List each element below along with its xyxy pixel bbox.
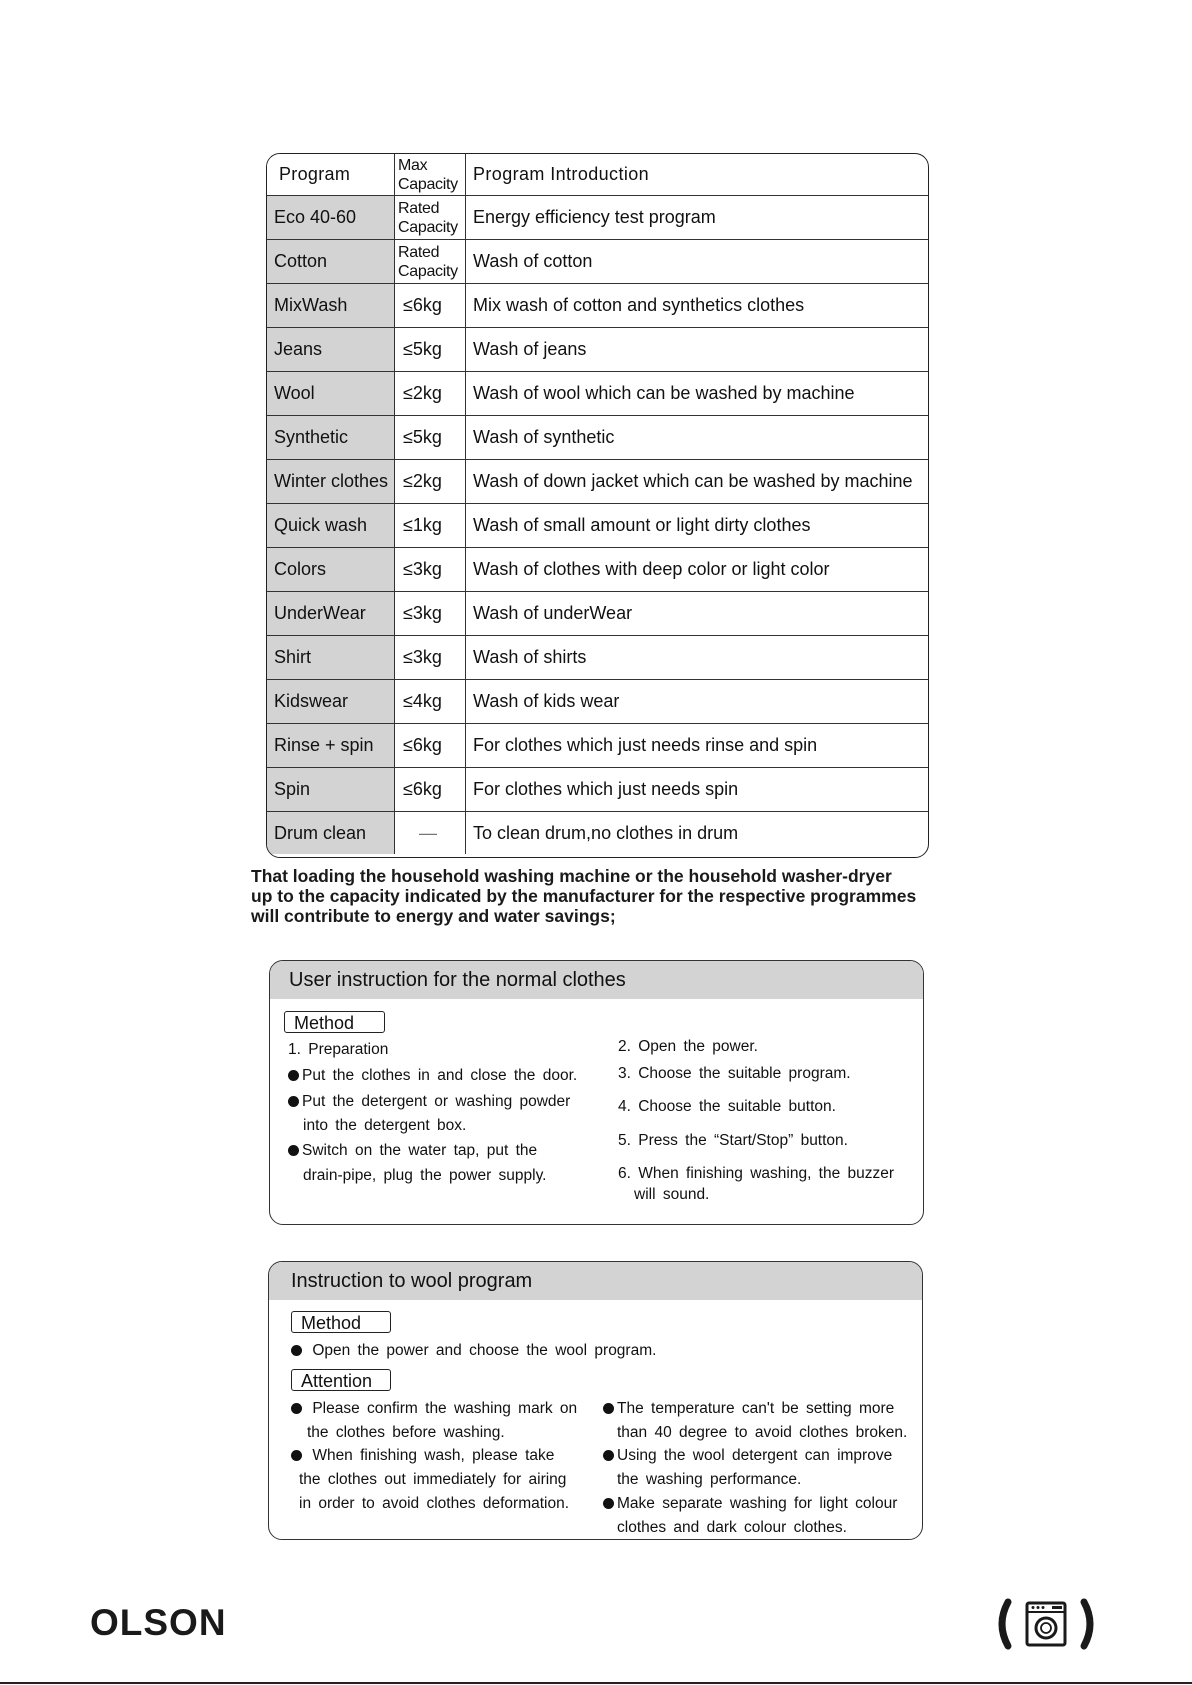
bullet-item	[603, 1400, 894, 1418]
program-name: Synthetic	[267, 416, 395, 459]
program-capacity: ≤5kg	[395, 416, 466, 459]
program-intro: Wash of underWear	[473, 603, 633, 623]
program-capacity: ≤5kg	[395, 328, 466, 371]
normal-clothes-box	[269, 960, 924, 1225]
bullet-text: Make separate washing for light colour	[617, 1495, 898, 1512]
program-capacity: ≤6kg	[395, 724, 466, 767]
table-row	[267, 636, 928, 680]
program-capacity: ≤3kg	[395, 548, 466, 591]
bullet-icon	[291, 1345, 302, 1356]
table-row	[267, 504, 928, 548]
bullet-icon	[603, 1403, 614, 1414]
program-table	[266, 153, 929, 858]
header-capacity: Max Capacity	[395, 154, 466, 195]
wool-program-box	[268, 1261, 923, 1540]
program-intro: Wash of shirts	[473, 647, 587, 667]
header-program: Program	[267, 154, 395, 195]
box-title: User instruction for the normal clothes	[270, 961, 923, 999]
bullet-text: Put the clothes in and close the door.	[302, 1067, 578, 1084]
program-capacity: ≤6kg	[395, 284, 466, 327]
table-row	[267, 196, 928, 240]
program-name: Quick wash	[267, 504, 395, 547]
program-intro: Wash of small amount or light dirty clothes	[473, 515, 811, 535]
program-capacity: Rated Capacity	[395, 196, 466, 239]
bullet-item	[288, 1142, 537, 1160]
bullet-icon	[288, 1145, 299, 1156]
program-capacity: ≤4kg	[395, 680, 466, 723]
bullet-item	[288, 1093, 570, 1111]
program-intro: Mix wash of cotton and synthetics clothes	[473, 295, 805, 315]
method-text	[291, 1342, 656, 1360]
program-name: UnderWear	[267, 592, 395, 635]
bullet-continuation: in order to avoid clothes deformation.	[299, 1495, 570, 1512]
table-row	[267, 724, 928, 768]
program-intro: Wash of synthetic	[473, 427, 615, 447]
step-finish-continuation: will sound.	[634, 1186, 710, 1203]
bullet-text: Put the detergent or washing powder	[302, 1093, 571, 1110]
table-row	[267, 328, 928, 372]
program-capacity: ≤2kg	[395, 460, 466, 503]
program-name: Rinse + spin	[267, 724, 395, 767]
program-intro: Wash of jeans	[473, 339, 587, 359]
bullet-icon	[291, 1403, 302, 1414]
bullet-continuation: into the detergent box.	[303, 1117, 467, 1134]
program-capacity: ≤3kg	[395, 636, 466, 679]
step-press-start: 5. Press the “Start/Stop” button.	[618, 1132, 848, 1149]
bullet-text: Using the wool detergent can improve	[617, 1447, 893, 1464]
program-name: Spin	[267, 768, 395, 811]
table-row	[267, 284, 928, 328]
table-row	[267, 460, 928, 504]
program-name: Eco 40-60	[267, 196, 395, 239]
program-name: Winter clothes	[267, 460, 395, 503]
bullet-continuation: the clothes before washing.	[307, 1424, 505, 1441]
program-intro: Wash of clothes with deep color or light color	[473, 559, 830, 579]
bullet-text: The temperature can't be setting more	[617, 1400, 895, 1417]
program-intro: For clothes which just needs spin	[473, 779, 739, 799]
step-choose-program: 3. Choose the suitable program.	[618, 1065, 851, 1082]
program-name: Jeans	[267, 328, 395, 371]
program-capacity: —	[395, 812, 466, 854]
brand-logo: OLSON	[90, 1602, 227, 1643]
step-choose-button: 4. Choose the suitable button.	[618, 1098, 836, 1115]
capacity-note	[251, 866, 951, 926]
program-name: Shirt	[267, 636, 395, 679]
note-line: will contribute to energy and water savings;	[251, 906, 616, 926]
program-capacity: ≤2kg	[395, 372, 466, 415]
header-intro: Program Introduction	[473, 164, 650, 184]
table-header-row	[267, 154, 928, 196]
bullet-icon	[288, 1070, 299, 1081]
bullet-text: Switch on the water tap, put the	[302, 1142, 538, 1159]
washing-machine-icon	[990, 1596, 1102, 1652]
program-name: Cotton	[267, 240, 395, 283]
program-name: MixWash	[267, 284, 395, 327]
bullet-continuation: than 40 degree to avoid clothes broken.	[617, 1424, 908, 1441]
table-row	[267, 548, 928, 592]
program-capacity: ≤6kg	[395, 768, 466, 811]
table-row	[267, 416, 928, 460]
program-intro: For clothes which just needs rinse and spin	[473, 735, 818, 755]
bullet-item	[291, 1400, 577, 1418]
table-row	[267, 372, 928, 416]
program-intro: Wash of kids wear	[473, 691, 620, 711]
bullet-item	[288, 1067, 577, 1085]
table-row	[267, 680, 928, 724]
table-row	[267, 768, 928, 812]
bullet-icon	[603, 1498, 614, 1509]
attention-label: Attention	[291, 1369, 391, 1391]
bullet-item	[603, 1495, 897, 1513]
program-name: Drum clean	[267, 812, 395, 854]
program-capacity: Rated Capacity	[395, 240, 466, 283]
program-capacity: ≤1kg	[395, 504, 466, 547]
program-name: Kidswear	[267, 680, 395, 723]
bullet-text: Please confirm the washing mark on	[312, 1400, 578, 1417]
box-title: Instruction to wool program	[269, 1262, 922, 1300]
step-open-power: 2. Open the power.	[618, 1038, 758, 1055]
method-label: Method	[284, 1011, 385, 1033]
footer-divider	[0, 1682, 1192, 1684]
bullet-continuation: the washing performance.	[617, 1471, 802, 1488]
bullet-item	[603, 1447, 892, 1465]
bullet-icon	[291, 1450, 302, 1461]
program-intro: Wash of cotton	[473, 251, 593, 271]
table-row	[267, 240, 928, 284]
program-name: Wool	[267, 372, 395, 415]
bullet-icon	[288, 1096, 299, 1107]
bullet-continuation: clothes and dark colour clothes.	[617, 1519, 847, 1536]
method-label: Method	[291, 1311, 391, 1333]
program-intro: Energy efficiency test program	[473, 207, 716, 227]
bullet-item	[291, 1447, 554, 1465]
program-intro: Wash of wool which can be washed by machine	[473, 383, 855, 403]
program-capacity: ≤3kg	[395, 592, 466, 635]
program-name: Colors	[267, 548, 395, 591]
table-row	[267, 812, 928, 854]
bullet-icon	[603, 1450, 614, 1461]
note-line: That loading the household washing machine or the household washer-dryer	[251, 866, 892, 886]
bullet-text: When finishing wash, please take	[312, 1447, 555, 1464]
program-intro: Wash of down jacket which can be washed by machine	[473, 471, 913, 491]
bullet-continuation: the clothes out immediately for airing	[299, 1471, 567, 1488]
table-row	[267, 592, 928, 636]
note-line: up to the capacity indicated by the manufacturer for the respective programmes	[251, 886, 917, 906]
bullet-continuation: drain-pipe, plug the power supply.	[303, 1167, 547, 1184]
bullet-text: Open the power and choose the wool program.	[312, 1342, 657, 1359]
step-preparation: 1. Preparation	[288, 1041, 389, 1058]
program-intro: To clean drum,no clothes in drum	[473, 822, 739, 843]
step-finish: 6. When finishing washing, the buzzer	[618, 1165, 895, 1182]
